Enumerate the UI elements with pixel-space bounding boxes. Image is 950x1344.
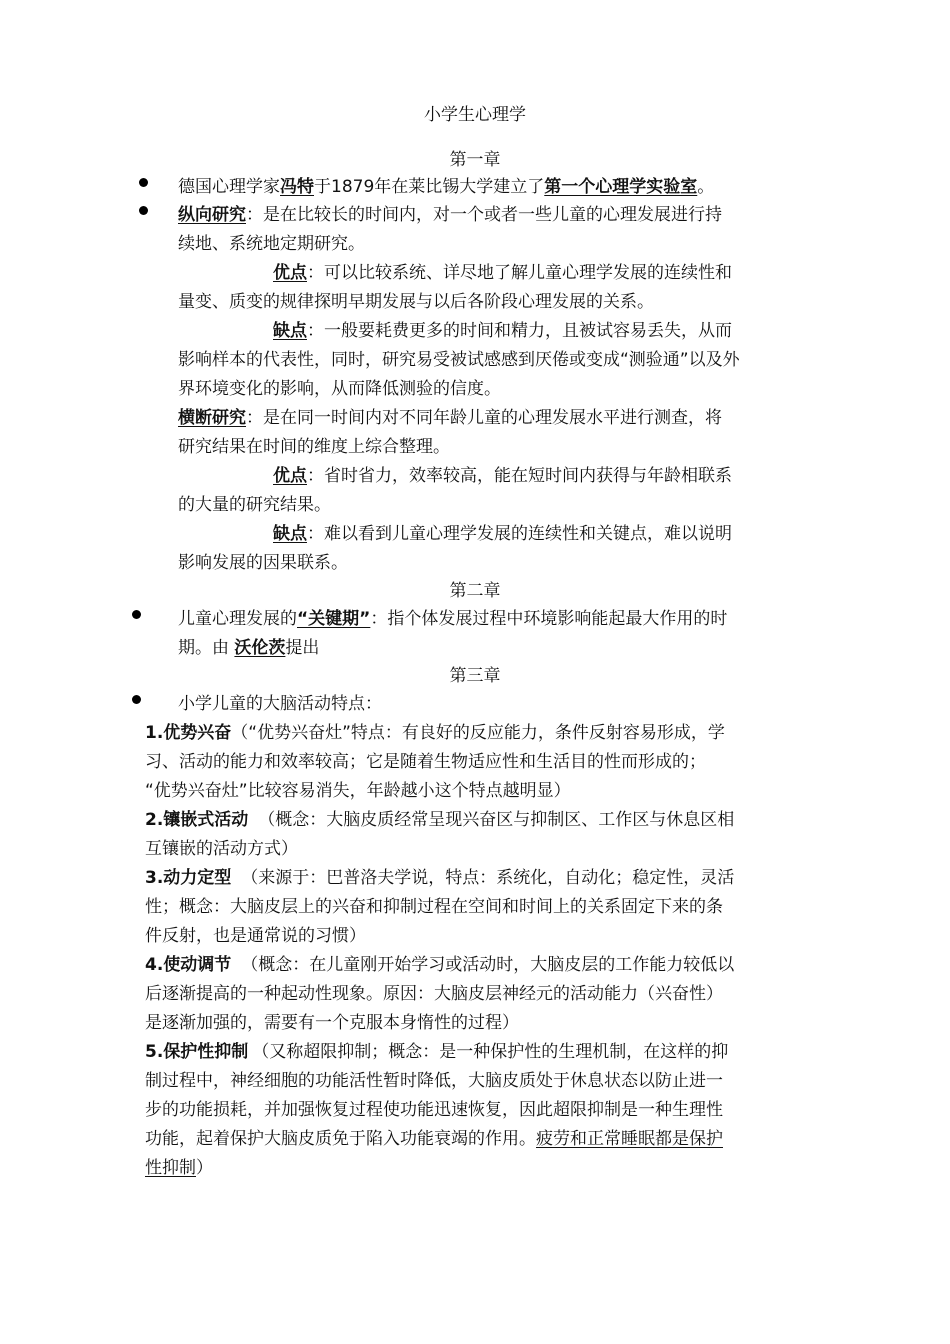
mosaic-activity-term: 镶嵌式活动 bbox=[163, 810, 249, 830]
item-5-line-1: 5.保护性抑制 （又称超限抑制；概念：是一种保护性的生理机制，在这样的抑 bbox=[145, 1042, 729, 1062]
chapter-2-heading: 第二章 bbox=[449, 581, 501, 601]
first-lab-term: 第一个心理学实验室 bbox=[544, 177, 698, 197]
item-5-line-4: 功能，起着保护大脑皮质免于陷入功能衰竭的作用。疲劳和正常睡眠都是保护 bbox=[145, 1129, 723, 1149]
bullet-icon bbox=[132, 695, 141, 704]
cross-pro-line-1: 优点：省时省力，效率较高，能在短时间内获得与年龄相联系 bbox=[273, 466, 732, 486]
longitudinal-con-line-2: 影响样本的代表性，同时，研究易受被试感感到厌倦或变成“测验通”以及外 bbox=[178, 350, 740, 370]
item-4-line-2: 后逐渐提高的一种起动性现象。原因：大脑皮层神经元的活动能力（兴奋性） bbox=[145, 984, 723, 1004]
dynamic-stereotype-term: 动力定型 bbox=[163, 868, 232, 888]
brain-features-intro: 小学儿童的大脑活动特点： bbox=[178, 694, 382, 714]
fatigue-sleep-note: 疲劳和正常睡眠都是保护 bbox=[536, 1129, 723, 1149]
bullet-icon bbox=[132, 610, 141, 619]
item-2-line-1: 2.镶嵌式活动 （概念：大脑皮质经常呈现兴奋区与抑制区、工作区与休息区相 bbox=[145, 810, 735, 830]
item-1-line-3: “优势兴奋灶”比较容易消失，年龄越小这个特点越明显） bbox=[145, 781, 571, 801]
critical-period-line-1: 儿童心理发展的“关键期”：指个体发展过程中环境影响能起最大作用的时 bbox=[178, 609, 728, 629]
cross-con-line-1: 缺点：难以看到儿童心理学发展的连续性和关键点，难以说明 bbox=[273, 524, 732, 544]
cross-def-line-2: 研究结果在时间的维度上综合整理。 bbox=[178, 437, 450, 457]
lorenz-name: 沃伦茨 bbox=[234, 638, 286, 658]
chapter-1-heading: 第一章 bbox=[449, 150, 501, 170]
item-3-line-2: 性；概念：大脑皮层上的兴奋和抑制过程在空间和时间上的关系固定下来的条 bbox=[145, 897, 723, 917]
cross-con-line-2: 影响发展的因果联系。 bbox=[178, 553, 348, 573]
pro-label: 优点 bbox=[273, 263, 307, 283]
item-3-line-3: 件反射，也是通常说的习惯） bbox=[145, 926, 366, 946]
longitudinal-def-line-1: 纵向研究：是在比较长的时间内，对一个或者一些儿童的心理发展进行持 bbox=[178, 205, 722, 225]
bullet-icon bbox=[139, 178, 148, 187]
item-5-line-5: 性抑制） bbox=[145, 1158, 213, 1178]
cross-pro-line-2: 的大量的研究结果。 bbox=[178, 495, 331, 515]
item-5-line-3: 步的功能损耗，并加强恢复过程使功能迅速恢复，因此超限抑制是一种生理性 bbox=[145, 1100, 723, 1120]
critical-period-line-2: 期。由 沃伦茨提出 bbox=[178, 638, 320, 658]
cross-def-line-1: 横断研究：是在同一时间内对不同年龄儿童的心理发展水平进行测查，将 bbox=[178, 408, 722, 428]
pro-label: 优点 bbox=[273, 466, 307, 486]
wundt-name: 冯特 bbox=[280, 177, 314, 197]
item-1-line-1: 1.优势兴奋（“优势兴奋灶”特点：有良好的反应能力，条件反射容易形成，学 bbox=[145, 723, 725, 743]
document-title: 小学生心理学 bbox=[424, 105, 526, 125]
longitudinal-pro-line-2: 量变、质变的规律探明早期发展与以后各阶段心理发展的关系。 bbox=[178, 292, 654, 312]
bullet-icon bbox=[139, 206, 148, 215]
longitudinal-pro-line-1: 优点：可以比较系统、详尽地了解儿童心理学发展的连续性和 bbox=[273, 263, 732, 283]
critical-period-term: “关键期” bbox=[297, 609, 371, 629]
longitudinal-def-line-2: 续地、系统地定期研究。 bbox=[178, 234, 365, 254]
dominant-excitation-term: 优势兴奋 bbox=[163, 723, 232, 743]
item-4-line-3: 是逐渐加强的，需要有一个克服本身惰性的过程） bbox=[145, 1013, 519, 1033]
con-label: 缺点 bbox=[273, 321, 307, 341]
item-5-line-2: 制过程中，神经细胞的功能活性暂时降低，大脑皮质处于休息状态以防止进一 bbox=[145, 1071, 723, 1091]
longitudinal-con-line-1: 缺点：一般要耗费更多的时间和精力，且被试容易丢失，从而 bbox=[273, 321, 732, 341]
longitudinal-term: 纵向研究 bbox=[178, 205, 246, 225]
chapter-3-heading: 第三章 bbox=[449, 666, 501, 686]
item-1-line-2: 习、活动的能力和效率较高；它是随着生物适应性和生活目的性而形成的； bbox=[145, 752, 706, 772]
con-label: 缺点 bbox=[273, 524, 307, 544]
protective-inhibition-term: 保护性抑制 bbox=[163, 1042, 249, 1062]
activation-regulation-term: 使动调节 bbox=[163, 955, 232, 975]
cross-sectional-term: 横断研究 bbox=[178, 408, 246, 428]
longitudinal-con-line-3: 界环境变化的影响，从而降低测验的信度。 bbox=[178, 379, 501, 399]
wundt-paragraph: 德国心理学家冯特于1879年在莱比锡大学建立了第一个心理学实验室。 bbox=[178, 177, 715, 197]
item-4-line-1: 4.使动调节 （概念：在儿童刚开始学习或活动时，大脑皮层的工作能力较低以 bbox=[145, 955, 735, 975]
item-2-line-2: 互镶嵌的活动方式） bbox=[145, 839, 298, 859]
item-3-line-1: 3.动力定型 （来源于：巴普洛夫学说，特点：系统化，自动化；稳定性，灵活 bbox=[145, 868, 735, 888]
